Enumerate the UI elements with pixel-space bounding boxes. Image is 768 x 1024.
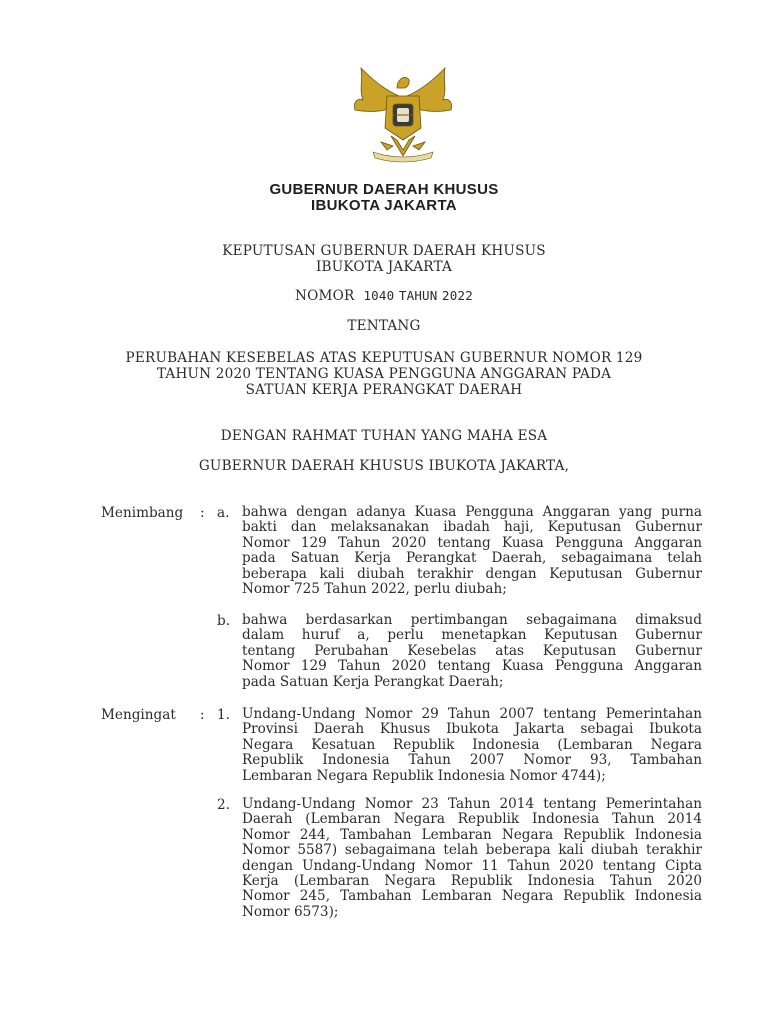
text-line: Nomor 725 Tahun 2022, perlu diubah;: [242, 581, 507, 598]
text-line: dalam huruf a, perlu menetapkan Keputusan Gubernur: [242, 627, 702, 644]
text-line: Daerah (Lembaran Negara Republik Indonesia Tahun 2014: [242, 811, 702, 828]
rahmat-line: DENGAN RAHMAT TUHAN YANG MAHA ESA: [220, 428, 548, 444]
subject-line2: TAHUN 2020 TENTANG KUASA PENGGUNA ANGGARAN PADA: [156, 366, 612, 382]
text-line: Kerja (Lembaran Negara Republik Indonesia Tahun 2020: [242, 873, 702, 890]
text-line: Lembaran Negara Republik Indonesia Nomor 4744);: [242, 767, 606, 784]
nomor-value: 1040: [363, 288, 395, 303]
decree-number: [0, 288, 768, 304]
menimbang-marker-a: a.: [217, 505, 230, 521]
mengingat-colon: :: [200, 707, 205, 723]
text-line: Nomor 245, Tambahan Lembaran Negara Republik Indonesia: [242, 888, 702, 905]
text-line: Undang-Undang Nomor 23 Tahun 2014 tentang Pemerintahan: [242, 796, 702, 812]
text-line: Provinsi Daerah Khusus Ibukota Jakarta sebagai Ibukota: [242, 721, 702, 738]
text-line: Negara Kesatuan Republik Indonesia (Lembaran Negara: [242, 736, 702, 753]
tentang-label: TENTANG: [347, 318, 421, 334]
text-line: beberapa kali diubah terakhir dengan Keputusan Gubernur: [242, 565, 702, 582]
text-line: bahwa dengan adanya Kuasa Pengguna Anggaran yang purna: [242, 504, 702, 520]
menimbang-colon: :: [200, 505, 205, 521]
governor-heading-line2: IBUKOTA JAKARTA: [311, 197, 457, 214]
text-line: tentang Perubahan Kesebelas atas Keputusan Gubernur: [242, 642, 702, 659]
gubernur-line: GUBERNUR DAERAH KHUSUS IBUKOTA JAKARTA,: [198, 458, 570, 474]
mengingat-label: Mengingat: [101, 707, 176, 723]
text-line: Nomor 129 Tahun 2020 tentang Kuasa Pengguna Anggaran: [242, 658, 702, 675]
text-line: Nomor 129 Tahun 2020 tentang Kuasa Pengguna Anggaran: [242, 534, 702, 551]
subject-line1: PERUBAHAN KESEBELAS ATAS KEPUTUSAN GUBERNUR NOMOR 129: [125, 350, 643, 366]
tahun-value: 2022: [442, 288, 473, 303]
decree-title-line2: IBUKOTA JAKARTA: [315, 259, 453, 275]
text-line: Nomor 5587) sebagaimana telah beberapa kali diubah terakhir: [242, 842, 702, 859]
text-line: Nomor 6573);: [242, 903, 339, 920]
text-line: dengan Undang-Undang Nomor 11 Tahun 2020 tentang Cipta: [242, 857, 702, 874]
text-line: pada Satuan Kerja Perangkat Daerah, sebagaimana telah: [242, 550, 702, 567]
governor-heading-line1: GUBERNUR DAERAH KHUSUS: [269, 181, 499, 198]
menimbang-marker-b: b.: [217, 613, 231, 629]
menimbang-label: Menimbang: [101, 505, 184, 521]
mengingat-item-1: [242, 707, 702, 784]
text-line: Undang-Undang Nomor 29 Tahun 2007 tentang Pemerintahan: [242, 706, 702, 722]
mengingat-item-2: [242, 797, 702, 920]
nomor-label: NOMOR: [295, 288, 355, 304]
mengingat-marker-1: 1.: [217, 707, 230, 723]
tahun-label: TAHUN: [398, 288, 438, 303]
text-line: Nomor 244, Tambahan Lembaran Negara Republik Indonesia: [242, 826, 702, 843]
text-line: bakti dan melaksanakan ibadah haji, Keputusan Gubernur: [242, 519, 702, 536]
menimbang-item-b: [242, 613, 702, 690]
menimbang-item-a: [242, 505, 702, 597]
subject-line3: SATUAN KERJA PERANGKAT DAERAH: [245, 382, 523, 398]
decree-title-line1: KEPUTUSAN GUBERNUR DAERAH KHUSUS: [222, 243, 546, 259]
garuda-emblem-icon: [341, 66, 465, 166]
text-line: pada Satuan Kerja Perangkat Daerah;: [242, 673, 504, 690]
text-line: Republik Indonesia Tahun 2007 Nomor 93, Tambahan: [242, 752, 702, 769]
mengingat-marker-2: 2.: [217, 797, 230, 813]
text-line: bahwa berdasarkan pertimbangan sebagaimana dimaksud: [242, 612, 702, 628]
